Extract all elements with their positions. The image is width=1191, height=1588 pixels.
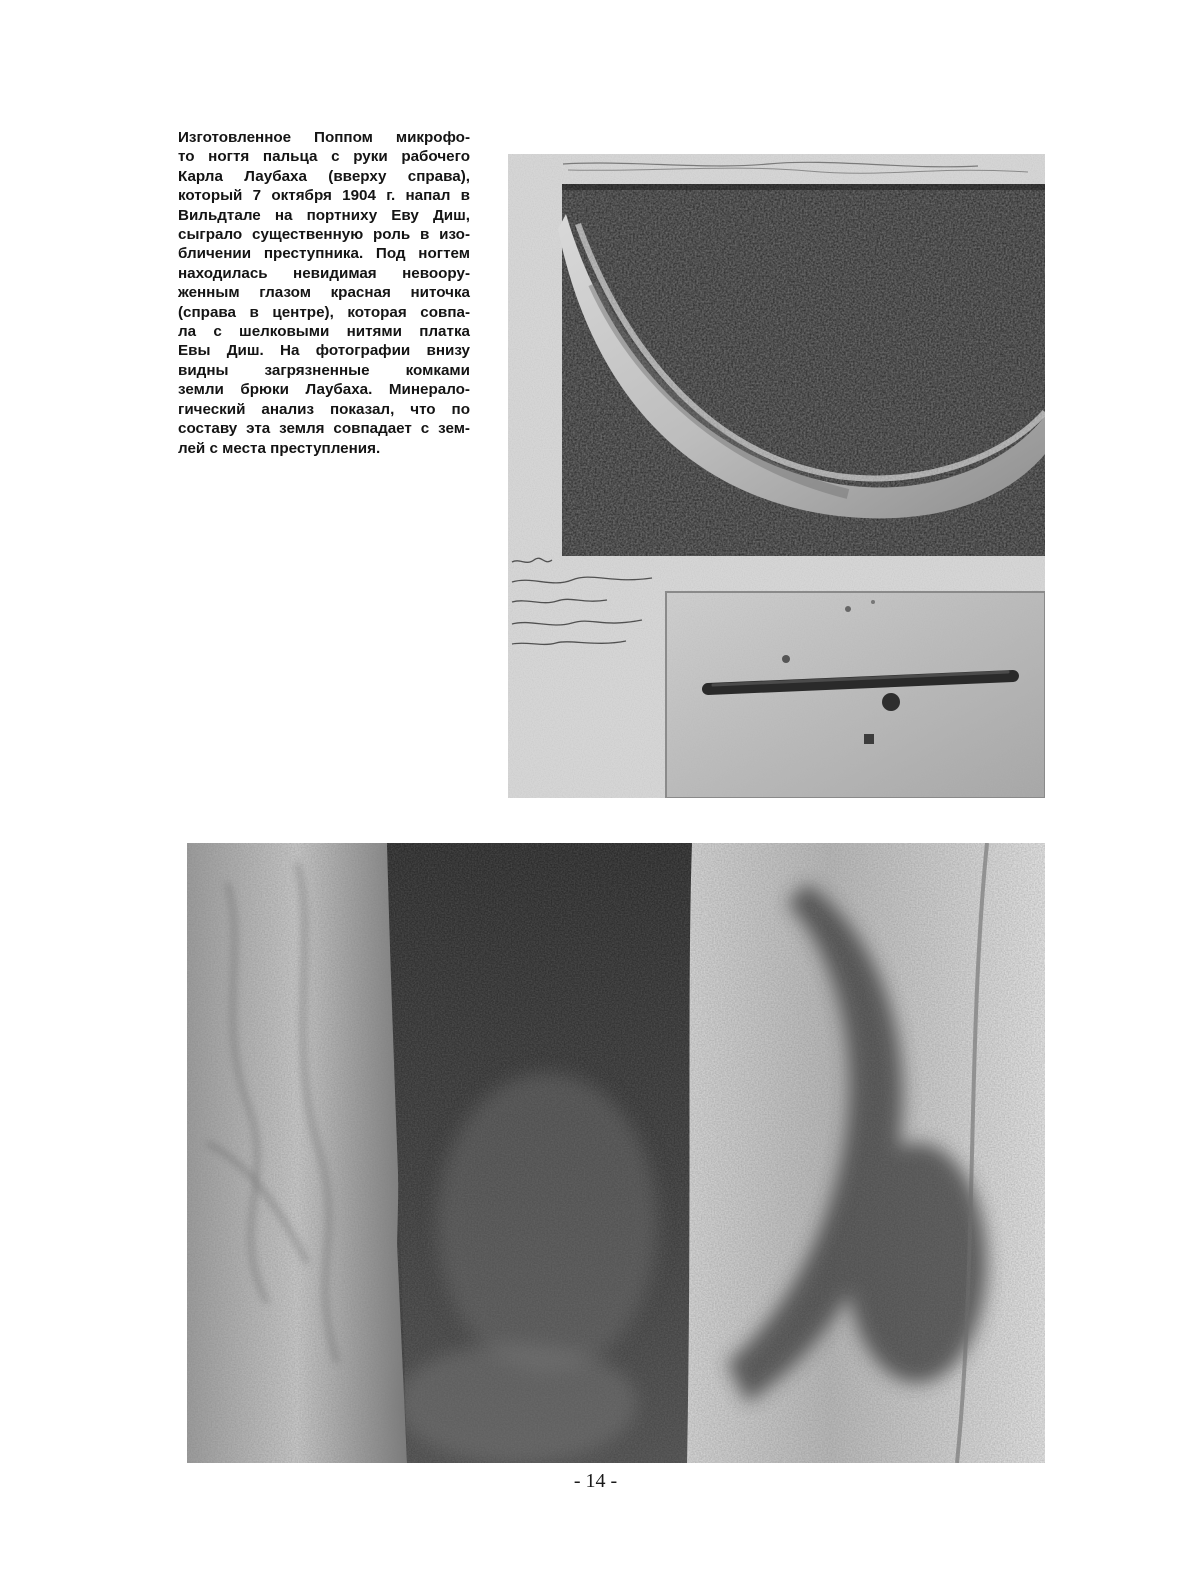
caption-line: (справа в центре), которая совпа-	[178, 303, 470, 321]
caption-line: земли брюки Лаубаха. Минерало-	[178, 381, 470, 399]
caption-line: составу эта земля совпадает с зем-	[178, 420, 470, 438]
caption-line: Евы Диш. На фотографии внизу	[178, 342, 470, 360]
caption-line: который 7 октября 1904 г. напал в	[178, 187, 470, 205]
caption-line: Карла Лаубаха (вверху справа),	[178, 167, 470, 185]
caption-line: лей с места преступления.	[178, 439, 381, 457]
caption-line: гический анализ показал, что по	[178, 400, 470, 418]
photo-caption	[178, 128, 470, 458]
caption-line: ла с шелковыми нитями платка	[178, 323, 470, 341]
caption-line: Вильдтале на портниху Еву Диш,	[178, 206, 470, 224]
caption-line: сыграло существенную роль в изо-	[178, 226, 470, 244]
page-number: - 14 -	[573, 1470, 618, 1492]
caption-line: то ногтя пальца с руки рабочего	[178, 148, 470, 166]
caption-line: находилась невидимая невоору-	[178, 264, 470, 282]
caption-line: Изготовленное Поппом микрофо-	[178, 129, 470, 146]
caption-line: бличении преступника. Под ногтем	[178, 245, 470, 263]
fingernail-micrograph-photo	[508, 154, 1045, 798]
caption-line: видны загрязненные комками	[178, 361, 470, 379]
trousers-photo	[187, 843, 1045, 1463]
caption-line: женным глазом красная ниточка	[178, 284, 470, 302]
